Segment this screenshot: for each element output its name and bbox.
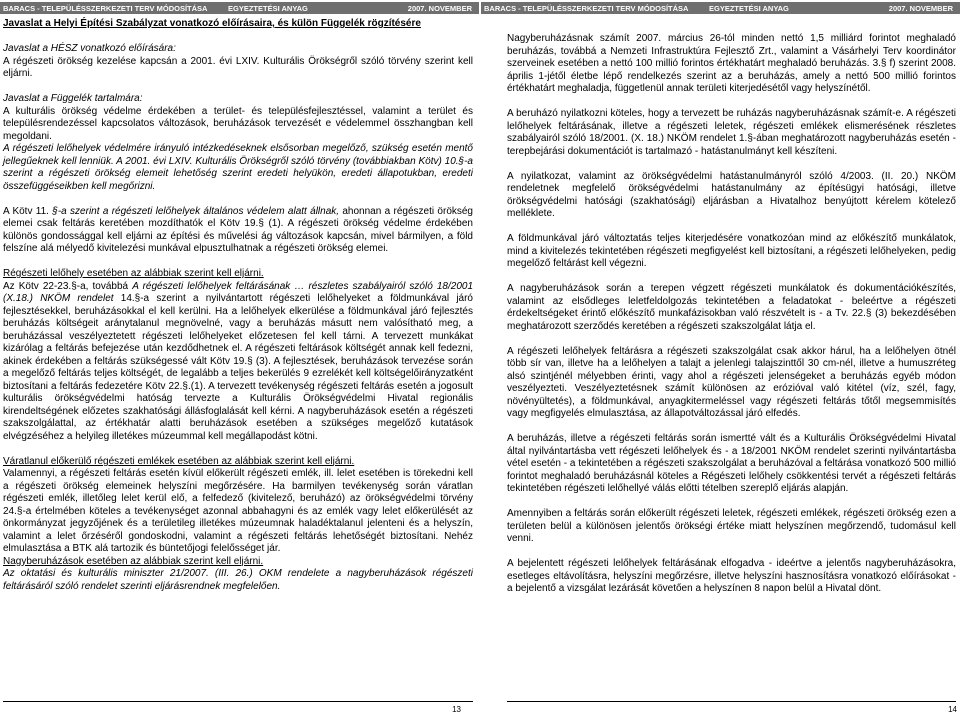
regeszeti-italic: A régészeti lelőhelyek feltárásának … részletes szabályairól szóló 18/2001 (X.18.) NKÖM rendelet <box>3 280 474 304</box>
paragraph: A beruházó nyilatkozni köteles, hogy a tervezett be ruházás nagyberuházásnak számít-e. A régészeti lelőhelyek feltárásának, illetve a régészeti leletek, régészeti emlékek elismerésének részletes szabályairól szóló 18/2001. (X. 18.) NKÖM rendelet 1.§-ában meghatározott nagyberuházás esetén - terepbejárási dokumentációt is tartalmazó - hatástanulmányt kell készíteni. <box>507 108 956 157</box>
footer-divider <box>3 701 473 702</box>
nagyberuhazas-heading: Nagyberuházások esetében az alábbiak szerint kell eljárni. <box>3 555 264 567</box>
kotv11-paragraph <box>3 206 473 256</box>
page-number: 13 <box>452 705 461 714</box>
paragraph: A nagyberuházások során a terepen végzett régészeti munkálatok és dokumentációkészítés, valamint az elsődleges leletfeldolgozás tekintetében a feladatokat - beleértve a régészeti érdekeltségeket érintő előkészítő munkafázisokban való részvételt is - a Tv. 22.§ (3) bekezdésében meghatározott szerződés keretében a régészeti szakszolgálat látja el. <box>507 283 956 332</box>
fuggelek-heading: Javaslat a Függelék tartalmára: <box>3 93 143 104</box>
paragraph: A régészeti lelőhelyek feltárásra a régészeti szakszolgálat csak akkor hárul, ha a lelőhelyen ötnél több sír van, illetve ha a lelőhelyen a talajt a jelenlegi talajszinttől 30 cm-nél, illetve a humuszréteg alsó szintjénél mélyebben érinti, vagy ahol a régészeti jelenségeket a beruházás egyéb módon veszélyezteti. Veszélyeztetésnek számít különösen az erózióval való kitétel (víz, szél, fagy, növényültetés), a földmunkával, anyagkitermeléssel vagy régészeti feltárás tőtől megsemmisítés vagy megfigyelés elmulasztása, az állapotváltozással járó elfedés. <box>507 345 956 419</box>
kotv11-lead: A Kötv 11. <box>3 205 49 217</box>
kotv11-italic: §-a szerint a régészeti lelőhelyek általános védelem alatt állnak, <box>52 205 340 217</box>
regeszeti-paragraph <box>3 281 473 444</box>
paragraph: Nagyberuházásnak számít 2007. március 26-tól minden nettó 1,5 milliárd forintot meghaladó beruházás, továbbá a Nemzeti Infrastruktúra Fejlesztő Zrt., valamint a Vásárhelyi Terv koordinátor szerveinek esetében a nettó 100 millió forintos értékhatárt meghaladó beruházás. 3.§ f) szerint 2008. április 1-jétől életbe lépő rendelkezés szerint az a beruházás, amely a nettó 500 millió forintos értékhatárt meghaladja, függetlenül annak területi kiterjedésétől vagy helyszínétől. <box>507 33 956 94</box>
fuggelek-text: A kulturális örökség védelme érdekében a terület- és településfejlesztéssel, valamint a terület és településrendezéssel kapcsolatos változások, beruházások tervezését e védelemmel összhangban kell megoldani. <box>3 105 473 142</box>
header-project-title: BARACS - TELEPÜLÉSSZERKEZETI TERV MÓDOSÍTÁSA <box>3 3 208 13</box>
footer-divider <box>507 701 956 702</box>
varatlan-heading: Váratlanul előkerülő régészeti emlékek esetében az alábbiak szerint kell eljárni. <box>3 455 355 467</box>
header-date: 2007. NOVEMBER <box>407 3 472 13</box>
regeszeti-heading: Régészeti lelőhely esetében az alábbiak szerint kell eljárni. <box>3 268 264 279</box>
left-page-content <box>3 18 473 593</box>
nagyberuhazas-text: Az oktatási és kulturális miniszter 21/2007. (III. 26.) OKM rendelete a nagyberuházások régészeti feltárásáról szóló rendelet szerinti eljárásrendnek megfelelően. <box>3 568 473 592</box>
paragraph: Amennyiben a feltárás során előkerült régészeti leletek, régészeti emlékek, régészeti örökség ezen a területen belül a különösen jelentős örökségi értéke miatt helyszínen megőrzendő, tudomásul kell venni. <box>507 508 956 544</box>
paragraph: A nyilatkozat, valamint az örökségvédelmi hatástanulmányról szóló 4/2003. (II. 20.) NKÖM rendeletnek megfelelő örökségvédelmi hatástanulmány az építésügyi hatósági, illetve örökségvédelmi hatósági (szakhatósági) eljárásban a Hivatalhoz benyújtott kérelem kötelező melléklete. <box>507 170 956 219</box>
kotv11-rest: ahonnan a régészeti örökség elemei csak feltárás keretében mozdíthatók el Kötv 19.§ (1). A régészeti örökség védelme érdekében különös gondossággal kell eljárni az építési és művelési ág változások kapcsán, mivel bármilyen, a föld felszíne alá mélyedő kivitelezési munkával elpusztulhatnak a régészeti örökség elemei. <box>3 205 473 254</box>
header-document-type: EGYEZTETÉSI ANYAG <box>709 3 789 13</box>
section-title: Javaslat a Helyi Építési Szabályzat vonatkozó előírásaira, és külön Függelék rögzítésére <box>3 18 421 29</box>
header-project-title: BARACS - TELEPÜLÉSSZERKEZETI TERV MÓDOSÍTÁSA <box>484 3 689 13</box>
page-header <box>0 2 479 14</box>
paragraph: A bejelentett régészeti lelőhelyek feltárásának elfogadva - ideértve a jelentős nagyberuházásokra, esetleges eltávolításra, helyszíni megőrzésre, illetve helyszíni hasznosításra vonatkozó előírásokat - a bejelentő a vizsgálat lezárását követően a helyszínen 8 napon belül a Hivatal dönt. <box>507 558 956 594</box>
page-number: 14 <box>948 705 957 714</box>
regeszeti-lead: Az Kötv 22-23.§-a, továbbá <box>3 280 129 292</box>
header-date: 2007. NOVEMBER <box>888 3 953 13</box>
left-page <box>0 0 479 721</box>
hesz-heading: Javaslat a HÉSZ vonatkozó előírására: <box>3 43 176 54</box>
fuggelek-italic-text: A régészeti lelőhelyek védelmére irányuló intézkedéseknek elsősorban megelőző, szükség esetén mentő jellegűeknek kell lenniük. A 2001. évi LXIV. Kulturális Örökségről szóló törvény (továbbiakban Kötv) 10.§-a szerint a régészeti örökség elemeit lehetőség szerint eredeti helyükön, eredeti állapotukban, eredeti összefüggéseikben kell megőrizni. <box>3 143 473 192</box>
hesz-text: A régészeti örökség kezelése kapcsán a 2001. évi LXIV. Kulturális Örökségről szóló törvény szerint kell eljárni. <box>3 55 473 79</box>
regeszeti-rest: 14.§-a szerint a nyilvántartott régészeti lelőhelyeket a földmunkával járó fejlesztésekkel, beruházásokkal el kell kerülni. Ha a lelőhelyek elkerülése a földmunkával járó fejlesztés beruházás költségeit aránytalanul megnövelné, vagy a beruházás másutt nem valósítható meg, a beruházással veszélyeztetett régészeti lelőhelyeket előzetesen fel kell tárni. A tervezett munkákat kizárólag a feltárás befejezése után kezdődhetnek el. A régészeti feltárások költségét annak kell fedezni, akinek érdekében a feltárás szükségessé vált Kötv 19.§ (3). A fejlesztések, beruházások tervezése során a megelőző feltárás teljes költségét, de legalább a teljes bekerülés 9 ezrelékét kell költségelőirányzatként biztosítani a feltárás fedezetére Kötv 22.§.(1). A tervezett tevékenység régészeti feltárás esetén a jogosult kulturális örökségvédelmi hatóság tervezte a Kulturális Örökségvédelmi Hivatal regionális kirendeltségének előzetes szakhatósági állásfoglalását kell kérni. A nagyberuházások esetén a régészeti szakszolgálattal, az értékhatár alatti beruházások esetében a szükséges megelőző kutatások elvégzéséhez a helyileg illetékes múzeummal kell megállapodást kötni. <box>3 293 473 442</box>
right-page <box>481 0 960 721</box>
right-page-content <box>507 33 956 608</box>
varatlan-text: Valamennyi, a régészeti feltárás esetén kívül előkerült régészeti emlék, ill. lelet esetében is törekedni kell a régészeti örökség elemeinek helyszíni megőrzésére. Ha barmilyen tevékenység során váratlan régészeti emlék, illetőleg lelet kerül elő, a felfedező (kivitelező, beruházó) az örökségvédelmi törvény 24.§-a értelmében köteles a tevékenységet azonnal abbahagyni és az emlék vagy lelet előkerülését az önkormányzat jegyzőjének és a területileg illetékes múzeumnak haladéktalanul jelenteni és a helyszín, valamint a lelet őrzéséről gondoskodni, valamint a régészeti feltárás lehetőségét biztosítani. Nehéz elmulasztása a BTK alá tartozik és büntetőjogi felelősséget jár. <box>3 468 473 554</box>
header-document-type: EGYEZTETÉSI ANYAG <box>228 3 308 13</box>
page-header <box>481 2 960 14</box>
paragraph: A beruházás, illetve a régészeti feltárás során ismertté vált és a Kulturális Örökségvédelmi Hivatal által nyilvántartásba vett régészeti lelőhelyek és - a 18/2001 NKÖM rendelet szerinti nyilvántartásba vétel esetén - a tekintetében a régészeti szakszolgálat a beruházóval a feltárása vonatkozó 500 millió forintot meghaladó beruházásnál köteles a Régészeti lelőhely csökkentési tervét a régészeti feltárás tekintetében régészeti lelőhellyé válás előtti tételben szereplő eljárás alapján. <box>507 433 956 494</box>
paragraph: A földmunkával járó változtatás teljes kiterjedésére vonatkozóan mind az előkészítő munkálatok, mind a kivitelezés tekintetében régészeti megfigyelést kell biztosítani, a régészeti lelőhelyeken, pedig megelőző feltárást kell végezni. <box>507 233 956 269</box>
